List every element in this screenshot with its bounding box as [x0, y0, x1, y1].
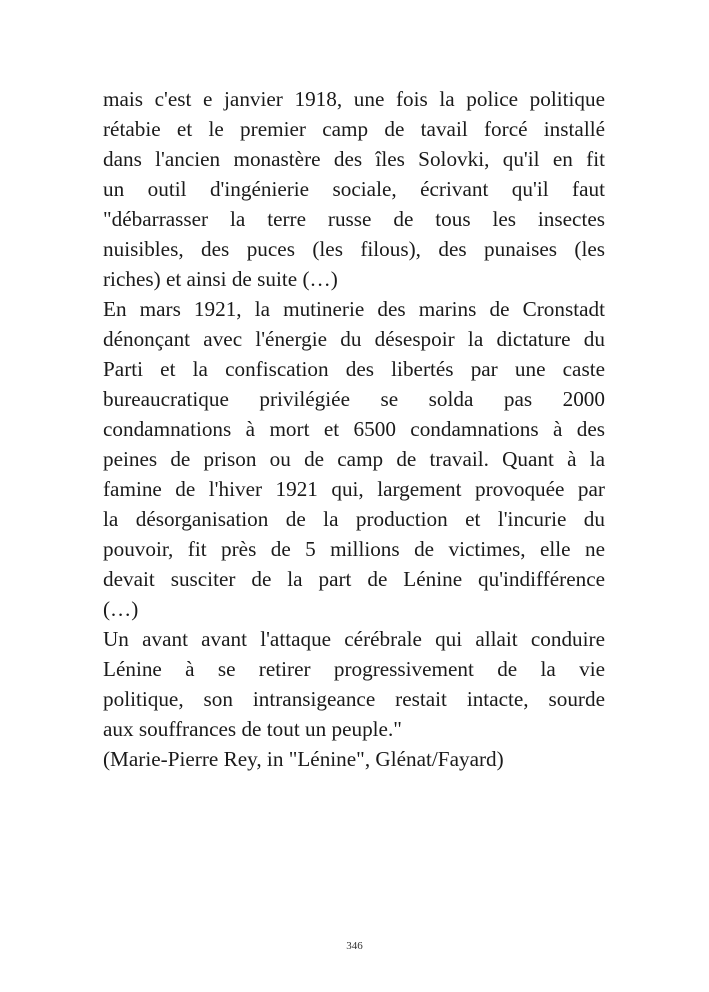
text-line: riches) et ainsi de suite (…) [103, 267, 338, 291]
text-line: politique, son intransigeance restait intacte, sourde [103, 687, 605, 711]
text-line: bureaucratique privilégiée se solda pas 2000 [103, 387, 605, 411]
text-line: "débarrasser la terre russe de tous les insectes [103, 207, 605, 231]
page-number: 346 [346, 940, 363, 952]
text-line: En mars 1921, la mutinerie des marins de Cronstadt [103, 297, 605, 321]
text-line: un outil d'ingénierie sociale, écrivant qu'il faut [103, 177, 605, 201]
text-line: dénonçant avec l'énergie du désespoir la dictature du [103, 327, 605, 351]
text-line: rétabie et le premier camp de tavail forcé installé [103, 117, 605, 141]
text-line: Lénine à se retirer progressivement de la vie [103, 657, 605, 681]
text-line: Un avant avant l'attaque cérébrale qui allait conduire [103, 627, 605, 651]
text-line: pouvoir, fit près de 5 millions de victimes, elle ne [103, 537, 605, 561]
text-line: aux souffrances de tout un peuple." [103, 717, 402, 741]
text-line: mais c'est e janvier 1918, une fois la police politique [103, 87, 605, 111]
text-line: dans l'ancien monastère des îles Solovki, qu'il en fit [103, 147, 605, 171]
body-text [103, 84, 605, 774]
text-line: famine de l'hiver 1921 qui, largement provoquée par [103, 477, 605, 501]
text-line: (…) [103, 597, 139, 621]
text-line: condamnations à mort et 6500 condamnations à des [103, 417, 605, 441]
text-line: peines de prison ou de camp de travail. Quant à la [103, 447, 605, 471]
text-line: Parti et la confiscation des libertés par une caste [103, 357, 605, 381]
text-line: la désorganisation de la production et l'incurie du [103, 507, 605, 531]
citation-line: (Marie-Pierre Rey, in "Lénine", Glénat/Fayard) [103, 747, 504, 771]
text-line: nuisibles, des puces (les filous), des punaises (les [103, 237, 605, 261]
text-line: devait susciter de la part de Lénine qu'indifférence [103, 567, 605, 591]
